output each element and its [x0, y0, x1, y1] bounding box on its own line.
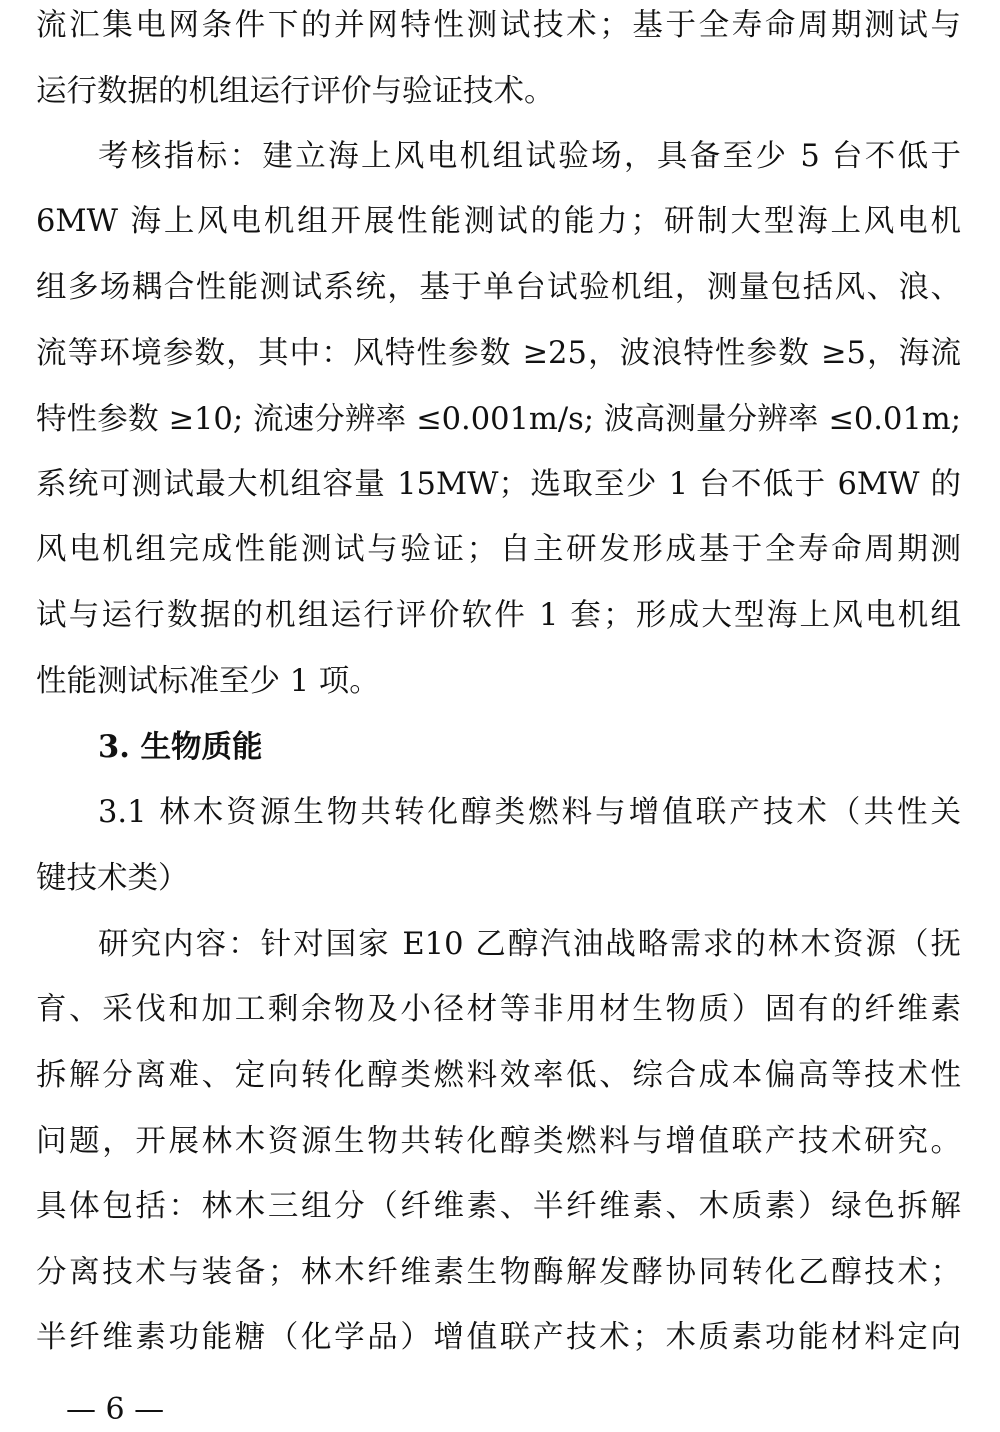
body-text-line: 拆解分离难、定向转化醇类燃料效率低、综合成本偏高等技术性: [36, 1058, 961, 1093]
subsection-heading-continued: 键技术类）: [36, 861, 189, 896]
body-text-line: 6MW 海上风电机组开展性能测试的能力；研制大型海上风电机: [36, 204, 961, 239]
body-text-line: 性能测试标准至少 1 项。: [36, 664, 380, 699]
body-text-line: 分离技术与装备；林木纤维素生物酶解发酵协同转化乙醇技术；: [36, 1255, 961, 1290]
body-text-line: 问题，开展林木资源生物共转化醇类燃料与增值联产技术研究。: [36, 1124, 961, 1159]
body-text-line: 流汇集电网条件下的并网特性测试技术；基于全寿命周期测试与: [36, 8, 961, 43]
subsection-heading: 3.1 林木资源生物共转化醇类燃料与增值联产技术（共性关: [98, 795, 961, 830]
body-text-line: 系统可测试最大机组容量 15MW；选取至少 1 台不低于 6MW 的: [36, 467, 961, 502]
body-text-line: 运行数据的机组运行评价与验证技术。: [36, 74, 555, 109]
body-text-line: 育、采伐和加工剩余物及小径材等非用材生物质）固有的纤维素: [36, 992, 961, 1027]
body-text-line: 风电机组完成性能测试与验证；自主研发形成基于全寿命周期测: [36, 532, 961, 567]
body-text-line: 组多场耦合性能测试系统，基于单台试验机组，测量包括风、浪、: [36, 270, 961, 305]
body-text-line: 试与运行数据的机组运行评价软件 1 套；形成大型海上风电机组: [36, 598, 961, 633]
body-text-line: 具体包括：林木三组分（纤维素、半纤维素、木质素）绿色拆解: [36, 1189, 961, 1224]
body-text-line: 特性参数 ≥10; 流速分辨率 ≤0.001m/s; 波高测量分辨率 ≤0.01m;: [36, 402, 961, 437]
body-text-line: 流等环境参数，其中：风特性参数 ≥25，波浪特性参数 ≥5，海流: [36, 336, 961, 371]
body-text-line: 研究内容：针对国家 E10 乙醇汽油战略需求的林木资源（抚: [98, 927, 961, 962]
section-heading: 3. 生物质能: [98, 729, 263, 765]
body-text-line: 考核指标：建立海上风电机组试验场，具备至少 5 台不低于: [98, 139, 961, 174]
page-number: — 6 —: [66, 1392, 165, 1427]
body-text-line: 半纤维素功能糖（化学品）增值联产技术；木质素功能材料定向: [36, 1320, 961, 1355]
